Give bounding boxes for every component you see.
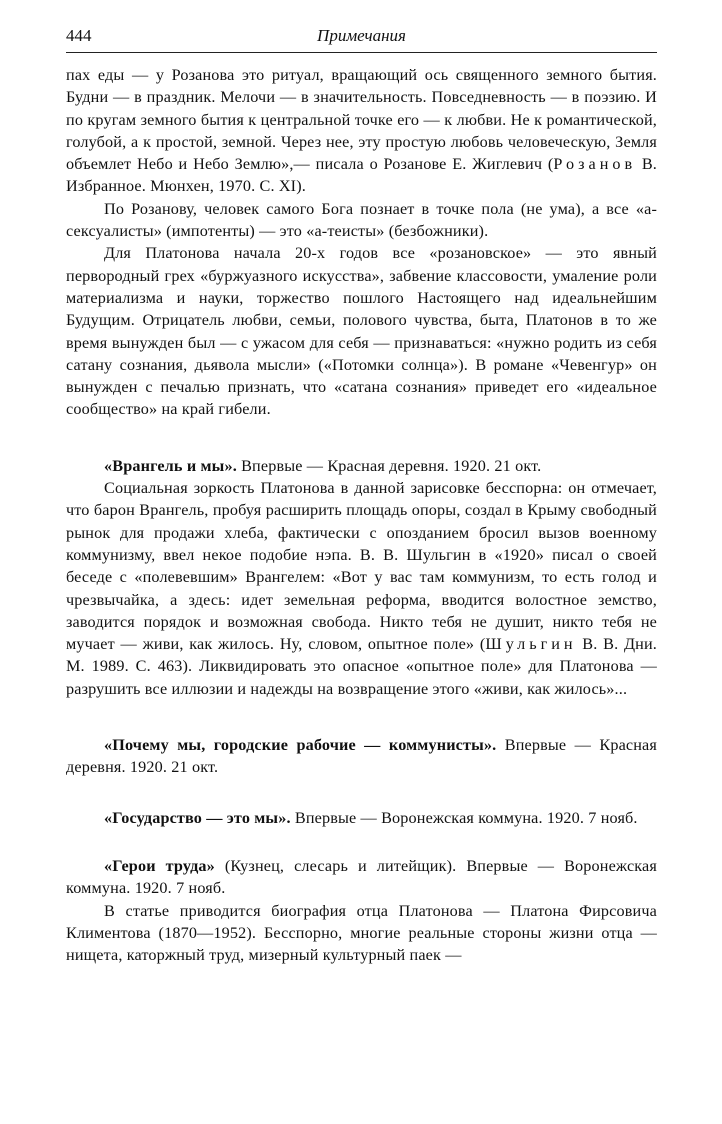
running-title: Примечания [317, 26, 406, 45]
entry-source: Впервые — Красная деревня. 1920. 21 окт. [236, 456, 542, 475]
paragraph-text: В. Избранное. Мюнхен, 1970. С. XI). [66, 155, 657, 196]
entry-heroes-of-labor [66, 855, 657, 900]
paragraph-platonov-rozanov: Для Платонова начала 20-х годов все «розановское» — это явный первородный грех «буржуазного искусства», забвение классовости, умаление роли материализма и науки, торжество пошлого Настоящего над идеальнейшим Будущим. Отрицатель любви, семьи, полового чувства, быта, Платонов в то же время вынужден был — с ужасом для себя — признаваться: «нужно родить из себя сатану сознания, дьявола мысли» («Потомки солнца»). В романе «Чевенгур» он вынужден с печалью признать, что «сатана сознания» приведет его «идеальное сообщество» на край гибели. [66, 244, 657, 419]
entry-title: «Почему мы, городские рабочие — коммунисты». [104, 736, 497, 755]
paragraph-text: В. В. Дни. М. 1989. С. 463). Ликвидировать это опасное «опытное поле» для Платонова — разрушить все иллюзии и надежды на возвращение этого «живи, как жилось»... [66, 635, 657, 698]
header-rule [66, 52, 657, 53]
body-text [66, 64, 657, 966]
entry-title: «Государство — это мы». [104, 808, 291, 827]
entry-title: «Врангель и мы». [104, 456, 237, 475]
paragraph-text: Социальная зоркость Платонова в данной зарисовке бесспорна: он отмечает, что барон Врангель, пробуя расширить площадь опоры, создал в Крыму свободный рынок для продажи хлеба, фактически с опозданием бросил вызов военному коммунизму, ввел некое подобие нэпа. В. В. Шульгин в «1920» писал о своей беседе с «полевевшим» Врангелем: «Вот у вас там коммунизм, то есть голод и чрезвычайка, а здесь: идет земельная реформа, вводится волостное земство, заводится порядок и возможная свобода. Никто тебя не душит, никто тебя не мучает — живи, как жилось. Ну, словом, опытное поле» ( [66, 479, 657, 654]
page-number: 444 [66, 26, 92, 45]
paragraph-text: пах еды — у Розанова это ритуал, вращающий ось священного земного бытия. Будни — в праздник. Мелочи — в значительность. Повседневность — в поэзию. И по кругам земного бытия к центральной точке его — к любви. Не к романтической, голубой, а к простой, земной. Через нее, эту простую любовь человеческую, Земля объемлет Небо и Небо Землю»,— писала о Розанове Е. Жиглевич ( [66, 66, 657, 174]
paragraph-rozanov-god: По Розанову, человек самого Бога познает в точке пола (не ума), а все «а-сексуалисты» (импотенты) — это «а-теисты» (безбожники). [66, 199, 657, 241]
author-name: Розанов [553, 155, 637, 174]
entry-source: (Кузнец, слесарь и литейщик). Впервые — Воронежская коммуна. 1920. 7 нояб. [66, 856, 657, 898]
entry-wrangel [66, 455, 657, 477]
paragraph-father-biography: В статье приводится биография отца Платонова — Платона Фирсовича Климентова (1870—1952). Бесспорно, многие реальные стороны жизни отца — нищета, каторжный труд, мизерный культурный паек — [66, 901, 657, 965]
entry-source: Впервые — Воронежская коммуна. 1920. 7 нояб. [290, 808, 638, 827]
author-name: Шульгин [485, 635, 577, 654]
paragraph-rozanov-quote [66, 64, 657, 198]
entry-title: «Герои труда» [104, 856, 215, 875]
entry-source: Впервые — Красная деревня. 1920. 21 окт. [66, 736, 657, 777]
paragraph-wrangel-comment [66, 477, 657, 700]
entry-state-is-us [66, 807, 657, 829]
entry-workers-communists [66, 734, 657, 779]
page-header [66, 26, 657, 48]
